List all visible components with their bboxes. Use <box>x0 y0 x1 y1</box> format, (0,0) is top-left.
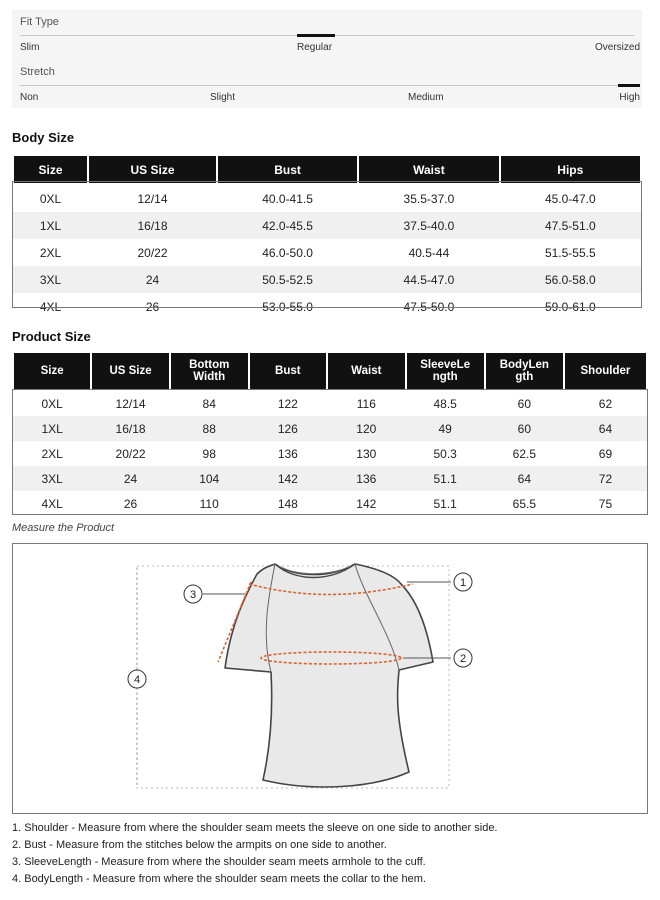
tshirt-diagram-svg <box>13 544 647 813</box>
table-cell: 51.1 <box>433 496 457 511</box>
fit-type-title: Fit Type <box>20 16 59 28</box>
header-cell: Waist <box>327 352 406 390</box>
note-bust: 2. Bust - Measure from the stitches below the armpits on one side to another. <box>12 839 387 851</box>
table-cell: 60 <box>517 396 531 411</box>
marker-1-label: 1 <box>459 577 467 589</box>
table-cell: 51.1 <box>406 466 485 491</box>
fit-type-selected-mark <box>297 34 335 37</box>
table-cell: 104 <box>170 466 249 491</box>
body-size-table <box>12 154 642 320</box>
header-cell: Bust <box>217 155 358 184</box>
table-cell: 136 <box>327 466 406 491</box>
table-cell: 37.5-40.0 <box>358 212 499 239</box>
measure-diagram <box>12 543 648 814</box>
table-cell: 110 <box>199 496 219 511</box>
table-cell: 136 <box>277 446 298 461</box>
fit-option-slim: Slim <box>20 42 40 53</box>
table-row <box>13 266 641 293</box>
table-cell: 84 <box>202 396 216 411</box>
note-body-length: 4. BodyLength - Measure from where the shoulder seam meets the collar to the hem. <box>12 873 426 885</box>
table-cell: 0XL <box>39 191 62 206</box>
marker-4-label: 4 <box>133 674 141 686</box>
table-cell: 130 <box>356 446 377 461</box>
header-cell: Shoulder <box>564 352 647 390</box>
table-row <box>13 184 641 212</box>
table-cell: 49 <box>406 416 485 441</box>
table-cell: 47.5-50.0 <box>403 299 455 314</box>
table-cell: 53.0-55.0 <box>262 299 313 314</box>
table-cell: 50.5-52.5 <box>217 266 358 293</box>
table-cell: 69 <box>598 446 613 461</box>
table-cell: 142 <box>249 466 327 491</box>
note-shoulder: 1. Shoulder - Measure from where the shoulder seam meets the sleeve on one side to another side. <box>12 822 498 834</box>
table-cell: 75 <box>598 496 613 511</box>
table-cell: 122 <box>277 396 298 411</box>
measure-title: Measure the Product <box>12 522 115 534</box>
tshirt-body-shape <box>225 564 433 787</box>
table-cell: 126 <box>249 416 327 441</box>
stretch-option-slight: Slight <box>210 92 236 103</box>
fit-option-regular: Regular <box>297 42 333 53</box>
table-cell: 3XL <box>13 466 91 491</box>
table-cell: 44.5-47.0 <box>358 266 499 293</box>
stretch-option-high: High <box>619 92 640 103</box>
header-cell: Waist <box>358 155 499 184</box>
header-cell: Size <box>13 155 88 184</box>
table-row <box>13 212 641 239</box>
table-cell: 2XL <box>41 446 63 461</box>
marker-2-label: 2 <box>459 653 467 665</box>
table-header-row <box>13 155 641 184</box>
table-row <box>13 491 647 516</box>
table-cell: 62.5 <box>512 446 536 461</box>
stretch-option-medium: Medium <box>408 92 444 103</box>
product-size-title: Product Size <box>12 329 91 344</box>
marker-3-label: 3 <box>189 589 197 601</box>
product-size-table <box>12 351 648 516</box>
table-cell: 120 <box>327 416 406 441</box>
measure-notes <box>12 820 498 888</box>
table-cell: 4XL <box>39 299 62 314</box>
header-cell: Hips <box>500 155 641 184</box>
table-cell: 35.5-37.0 <box>403 191 455 206</box>
table-cell: 24 <box>91 466 169 491</box>
table-cell: 40.5-44 <box>408 245 450 260</box>
table-cell: 12/14 <box>115 396 146 411</box>
table-cell: 47.5-51.0 <box>500 212 641 239</box>
table-cell: 51.5-55.5 <box>544 245 596 260</box>
table-row <box>13 293 641 320</box>
header-cell: US Size <box>91 352 169 390</box>
table-cell: 4XL <box>41 496 63 511</box>
table-cell: 48.5 <box>433 396 457 411</box>
table-cell: 2XL <box>39 245 62 260</box>
header-cell: Size <box>13 352 91 390</box>
note-sleeve-length: 3. SleeveLength - Measure from where the shoulder seam meets armhole to the cuff. <box>12 856 426 868</box>
table-cell: 3XL <box>13 266 88 293</box>
table-cell: 16/18 <box>91 416 169 441</box>
header-cell: Bottom Width <box>170 352 249 390</box>
body-size-title: Body Size <box>12 130 75 145</box>
table-cell: 72 <box>564 466 647 491</box>
table-cell: 1XL <box>13 212 88 239</box>
stretch-track <box>20 85 634 86</box>
table-header-row <box>13 352 647 390</box>
table-cell: 59.0-61.0 <box>544 299 596 314</box>
stretch-title: Stretch <box>20 66 55 78</box>
table-cell: 98 <box>202 446 216 461</box>
header-cell: US Size <box>88 155 217 184</box>
table-cell: 26 <box>145 299 160 314</box>
table-cell: 24 <box>88 266 217 293</box>
header-cell: BodyLen gth <box>485 352 564 390</box>
table-cell: 64 <box>485 466 564 491</box>
stretch-selected-mark <box>618 84 640 87</box>
table-cell: 88 <box>170 416 249 441</box>
table-cell: 1XL <box>13 416 91 441</box>
table-cell: 50.3 <box>433 446 457 461</box>
table-cell: 64 <box>564 416 647 441</box>
table-cell: 42.0-45.5 <box>217 212 358 239</box>
table-cell: 60 <box>485 416 564 441</box>
table-cell: 45.0-47.0 <box>544 191 596 206</box>
table-cell: 116 <box>356 396 376 411</box>
header-cell: SleeveLe ngth <box>406 352 485 390</box>
table-cell: 62 <box>598 396 613 411</box>
table-row <box>13 390 647 416</box>
table-cell: 0XL <box>41 396 63 411</box>
table-cell: 26 <box>123 496 138 511</box>
header-cell: Bust <box>249 352 327 390</box>
stretch-option-non: Non <box>20 92 39 103</box>
table-row <box>13 416 647 441</box>
table-cell: 142 <box>356 496 377 511</box>
table-cell: 20/22 <box>115 446 146 461</box>
fit-stretch-panel <box>12 10 642 108</box>
table-row <box>13 466 647 491</box>
table-cell: 40.0-41.5 <box>262 191 313 206</box>
table-row <box>13 441 647 466</box>
table-cell: 12/14 <box>137 191 168 206</box>
table-cell: 56.0-58.0 <box>500 266 641 293</box>
table-cell: 20/22 <box>137 245 168 260</box>
table-row <box>13 239 641 266</box>
table-cell: 16/18 <box>88 212 217 239</box>
table-cell: 148 <box>277 496 298 511</box>
table-cell: 65.5 <box>512 496 536 511</box>
fit-option-oversized: Oversized <box>594 42 640 53</box>
table-cell: 46.0-50.0 <box>262 245 313 260</box>
